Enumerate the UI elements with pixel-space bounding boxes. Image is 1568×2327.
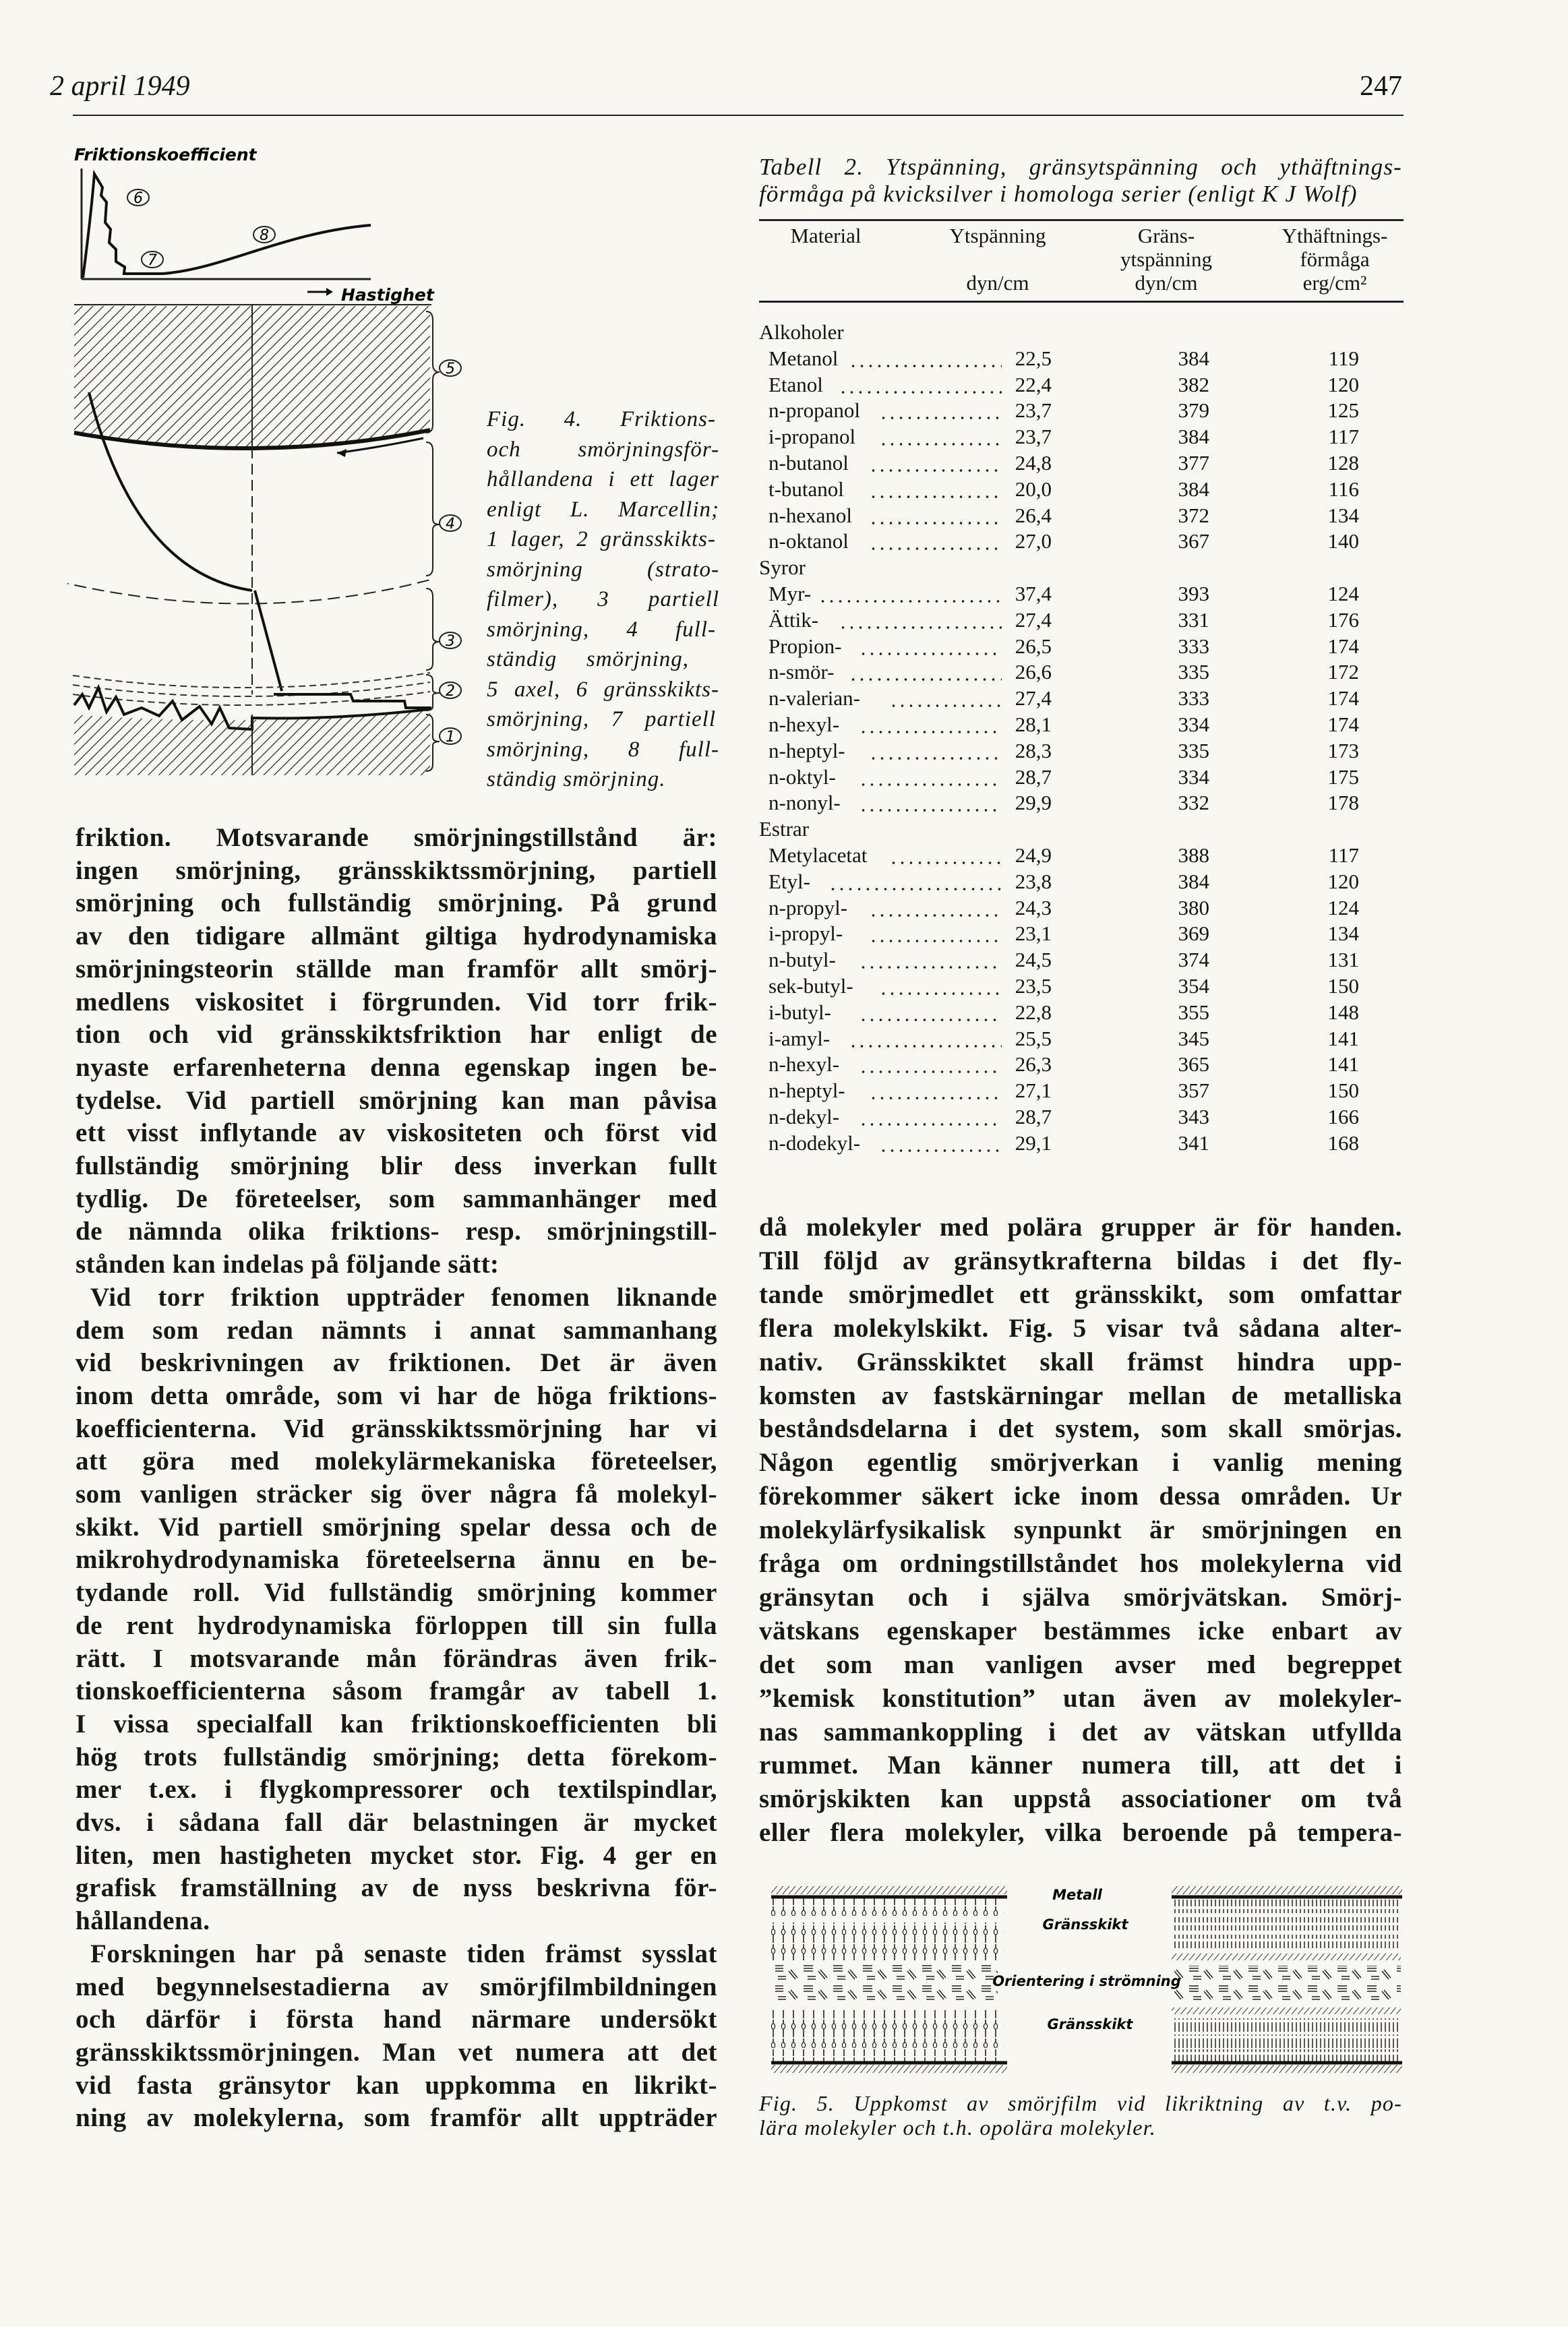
material-name: n-hexanol [768, 503, 852, 527]
table-row [759, 869, 1406, 895]
text-line: gränsytan och i själva smörjvätskan. Smörj- [759, 1582, 1402, 1612]
text-line: medlens viskositet i förgrunden. Vid torr frik- [76, 987, 717, 1017]
text-line: ning av molekylerna, som framför allt uppträder [76, 2103, 717, 2133]
text-line: vid fasta gränsytor kan uppkomma en likrikt- [76, 2070, 717, 2100]
fig4-marker-8 [253, 226, 275, 244]
interfacial-tension-value: 384 [1178, 425, 1209, 449]
adhesion-value: 131 [1327, 948, 1359, 972]
adhesion-value: 117 [1328, 843, 1359, 867]
dot-leader [859, 947, 1002, 973]
fig4-x-axis-label: Hastighet [341, 285, 434, 305]
material-name: Etyl- [768, 869, 810, 893]
dot-leader [889, 686, 1002, 711]
material-name: n-smör- [768, 660, 835, 684]
interfacial-tension-value: 384 [1178, 346, 1209, 370]
adhesion-value: 168 [1327, 1130, 1359, 1155]
interfacial-tension-value: 367 [1178, 529, 1209, 553]
table-top-rule [759, 219, 1404, 221]
surface-tension-value: 23,7 [1015, 398, 1052, 423]
dot-leader [818, 581, 1002, 607]
text-line: molekylärfysikalisk synpunkt är smörjningen en [759, 1515, 1402, 1545]
dot-leader [879, 398, 1002, 423]
interfacial-tension-value: 334 [1178, 713, 1209, 736]
adhesion-value: 128 [1327, 451, 1359, 475]
adhesion-value: 150 [1327, 1079, 1359, 1103]
text-line: vätskans egenskaper bestämmes icke enbart av [759, 1616, 1402, 1645]
text-line: Till följd av gränsytkrafterna bildas i det fly- [759, 1246, 1402, 1275]
svg-text:4: 4 [446, 516, 455, 533]
material-name: n-nonyl- [768, 791, 841, 815]
text-line: stånden kan indelas på följande sätt: [76, 1250, 500, 1279]
surface-tension-value: 27,0 [1015, 529, 1052, 553]
table-row [759, 659, 1406, 685]
surface-tension-value: 37,4 [1015, 582, 1052, 605]
table-row [759, 1104, 1406, 1130]
text-line: eller flera molekyler, vilka beroende på tempera- [759, 1818, 1402, 1848]
material-name: n-propanol [768, 398, 861, 423]
dot-leader [828, 869, 1002, 895]
text-line: nas sammankoppling i det av vätskan utfyllda [759, 1717, 1402, 1747]
material-name: t-butanol [768, 477, 844, 501]
svg-text:6: 6 [133, 190, 143, 207]
surface-tension-value: 22,5 [1015, 346, 1052, 370]
adhesion-value: 178 [1327, 791, 1359, 815]
fig4-caption-line: hållandena i ett lager [487, 467, 719, 491]
material-name: n-hexyl- [768, 1052, 840, 1077]
interfacial-tension-value: 332 [1178, 791, 1209, 815]
header-interfacial-1: Gräns- [1137, 224, 1195, 247]
interfacial-tension-value: 377 [1178, 451, 1209, 475]
table-row [759, 921, 1406, 946]
interfacial-tension-value: 388 [1178, 843, 1209, 867]
text-line: tydande roll. Vid fullständig smörjning kommer [76, 1578, 717, 1608]
header-rule [73, 115, 1404, 116]
fig5-lubricant-film-diagram [755, 1874, 1409, 2090]
interfacial-tension-value: 357 [1178, 1079, 1209, 1103]
group-label: Alkoholer [759, 320, 844, 344]
dot-leader [859, 1104, 1002, 1130]
fig4-marker-5 [440, 360, 461, 377]
table-row [759, 764, 1406, 790]
fig4-marker-6 [127, 189, 149, 207]
dot-leader [859, 790, 1002, 816]
interfacial-tension-value: 343 [1178, 1105, 1209, 1128]
surface-tension-value: 26,4 [1015, 503, 1052, 527]
interfacial-tension-value: 369 [1178, 921, 1209, 946]
svg-text:3: 3 [446, 633, 455, 650]
text-line: flera molekylskikt. Fig. 5 visar två sådana alter- [759, 1313, 1402, 1343]
header-interfacial-unit: dyn/cm [1135, 271, 1198, 295]
interfacial-tension-value: 335 [1178, 660, 1209, 684]
text-line: mer t.ex. i flygkompressorer och textilspindlar, [76, 1775, 717, 1805]
group-label: Syror [759, 555, 806, 580]
material-name: sek-butyl- [768, 974, 853, 998]
text-line: Vid torr friktion uppträder fenomen liknande [90, 1282, 717, 1312]
interfacial-tension-value: 354 [1178, 974, 1209, 998]
table-row [759, 843, 1406, 868]
material-name: n-hexyl- [768, 713, 840, 736]
table-header-rule [759, 301, 1404, 303]
fig4-marker-4 [440, 515, 461, 533]
table-row [759, 1052, 1406, 1077]
dot-leader [849, 346, 1002, 371]
material-name: Metylacetat [768, 843, 868, 867]
table-caption-line-2: förmåga på kvicksilver i homologa serier (enligt K J Wolf) [759, 181, 1358, 207]
adhesion-value: 119 [1328, 346, 1359, 370]
interfacial-tension-value: 393 [1178, 582, 1209, 605]
interfacial-tension-value: 384 [1178, 869, 1209, 893]
text-line: tande smörjmedlet ett gränsskikt, som omfattar [759, 1279, 1402, 1309]
interfacial-tension-value: 380 [1178, 895, 1209, 919]
text-line: rummet. Man känner numera till, att det i [759, 1751, 1402, 1780]
text-line: smörjningsteorin ställde man framför allt smörj- [76, 954, 717, 984]
text-line: dvs. i sådana fall där belastningen är mycket [76, 1808, 717, 1837]
text-line: skikt. Vid partiell smörjning spelar dessa och de [76, 1512, 717, 1542]
text-line: av den tidigare allmänt giltiga hydrodynamiska [76, 921, 717, 951]
text-line: tionskoefficienterna såsom framgår av tabell 1. [76, 1676, 717, 1706]
surface-tension-value: 27,4 [1015, 686, 1052, 711]
text-line: smörjning och fullständig smörjning. På grund [76, 888, 717, 918]
material-name: n-dekyl- [768, 1105, 840, 1128]
adhesion-value: 174 [1327, 713, 1359, 736]
fig4-caption-line: 5 axel, 6 gränsskikts- [487, 677, 719, 702]
surface-tension-value: 23,1 [1015, 921, 1052, 946]
adhesion-value: 148 [1327, 1000, 1359, 1024]
surface-tension-value: 27,4 [1015, 607, 1052, 632]
table-row [759, 790, 1406, 816]
material-name: n-propyl- [768, 895, 848, 919]
dot-leader [889, 843, 1002, 868]
surface-tension-value: 24,9 [1015, 843, 1052, 867]
surface-tension-value: 23,5 [1015, 974, 1052, 998]
text-line: fråga om ordningstillståndet hos molekylerna vid [759, 1549, 1402, 1578]
adhesion-value: 134 [1327, 921, 1359, 946]
fig4-caption-line: smörjning, 4 full- [487, 617, 716, 642]
text-line: vid beskrivningen av friktionen. Det är även [76, 1348, 717, 1378]
material-name: n-heptyl- [768, 738, 845, 762]
fig4-friction-curve [83, 174, 371, 278]
fig4-marker-2 [440, 682, 461, 700]
header-interfacial-2: ytspänning [1120, 247, 1213, 271]
fig4-y-axis-label: Friktionskoefficient [74, 145, 257, 164]
material-name: i-butyl- [768, 1000, 831, 1024]
text-line: att göra med molekylärmekaniska företeelser, [76, 1447, 717, 1476]
text-line: ingen smörjning, gränsskiktssmörjning, partiell [76, 855, 717, 885]
text-line: tydlig. De företeelser, som sammanhänger med [76, 1184, 717, 1213]
surface-tension-value: 26,3 [1015, 1052, 1052, 1077]
dot-leader [849, 659, 1002, 685]
adhesion-value: 173 [1327, 738, 1359, 762]
fig4-caption-line: och smörjningsför- [487, 437, 719, 462]
interfacial-tension-value: 379 [1178, 398, 1209, 423]
dot-leader [869, 477, 1002, 502]
adhesion-value: 117 [1328, 425, 1359, 449]
material-name: n-butanol [768, 451, 849, 475]
table-row [759, 1130, 1406, 1156]
table-row [759, 503, 1406, 528]
fig5-label-boundary-bottom: Gränsskikt [1047, 2016, 1133, 2032]
text-line: fullständig smörjning blir dess inverkan fullt [76, 1151, 717, 1180]
material-name: n-dodekyl- [768, 1130, 861, 1155]
interfacial-tension-value: 331 [1178, 607, 1209, 632]
dot-leader [869, 738, 1002, 764]
table-row [759, 424, 1406, 450]
dot-leader [859, 1052, 1002, 1077]
material-name: i-propanol [768, 425, 856, 449]
adhesion-value: 175 [1327, 764, 1359, 789]
text-line: tydelse. Vid partiell smörjning kan man påvisa [76, 1085, 717, 1115]
arrow-right-icon [307, 288, 333, 296]
header-surface-tension: Ytspänning [949, 224, 1046, 247]
surface-tension-value: 22,8 [1015, 1000, 1052, 1024]
material-name: Propion- [768, 634, 842, 658]
surface-tension-value: 24,8 [1015, 451, 1052, 475]
text-line: beståndsdelarna i det system, som skall smörjas. [759, 1414, 1402, 1444]
adhesion-value: 150 [1327, 974, 1359, 998]
interfacial-tension-value: 333 [1178, 686, 1209, 711]
fig4-caption-line: ständig smörjning, [487, 647, 689, 671]
interfacial-tension-value: 335 [1178, 738, 1209, 762]
adhesion-value: 174 [1327, 634, 1359, 658]
table-row [759, 1000, 1406, 1025]
interfacial-tension-value: 372 [1178, 503, 1209, 527]
text-line: tion och vid gränsskiktsfriktion har enligt de [76, 1020, 717, 1050]
text-line: dem som redan nämnts i annat sammanhang [76, 1315, 717, 1345]
adhesion-value: 124 [1327, 895, 1359, 919]
fig4-caption-line: smörjning, 8 full- [487, 737, 719, 762]
fig5-polar-panel [771, 1886, 1007, 2073]
svg-text:8: 8 [260, 227, 269, 244]
text-line: med begynnelsestadierna av smörjfilmbildningen [76, 1972, 717, 2001]
adhesion-value: 140 [1327, 529, 1359, 553]
header-material: Material [790, 224, 862, 247]
dot-leader [859, 634, 1002, 659]
surface-tension-value: 29,1 [1015, 1130, 1052, 1155]
adhesion-value: 174 [1327, 686, 1359, 711]
dot-leader [869, 895, 1002, 921]
surface-tension-value: 23,7 [1015, 425, 1052, 449]
text-line: ”kemisk konstitution” utan även av molekyler- [759, 1683, 1402, 1713]
interfacial-tension-value: 334 [1178, 764, 1209, 789]
table-row [759, 1026, 1406, 1052]
text-line: hög trots fullständig smörjning; detta förekom- [76, 1742, 717, 1772]
interfacial-tension-value: 345 [1178, 1026, 1209, 1050]
text-line: friktion. Motsvarande smörjningstillstånd är: [76, 823, 717, 852]
fig4-caption-line: 1 lager, 2 gränsskikts- [487, 527, 716, 551]
surface-tension-value: 24,3 [1015, 895, 1052, 919]
surface-tension-value: 27,1 [1015, 1079, 1052, 1103]
adhesion-value: 141 [1327, 1026, 1359, 1050]
fig5-nonpolar-panel [1172, 1886, 1402, 2073]
group-label: Estrar [759, 817, 810, 841]
table-row [759, 607, 1406, 633]
dot-leader [879, 424, 1002, 450]
page-number: 247 [1360, 71, 1402, 102]
interfacial-tension-value: 355 [1178, 1000, 1209, 1024]
adhesion-value: 116 [1328, 477, 1359, 501]
text-line: Någon egentlig smörjverkan i vanlig mening [759, 1448, 1402, 1478]
surface-tension-value: 29,9 [1015, 791, 1052, 815]
surface-tension-value: 28,7 [1015, 764, 1052, 789]
table-group-row [759, 320, 1406, 345]
table-row [759, 895, 1406, 921]
dot-leader [859, 764, 1002, 790]
adhesion-value: 120 [1327, 869, 1359, 893]
text-line: det som man vanligen avser med begreppet [759, 1650, 1402, 1679]
interfacial-tension-value: 365 [1178, 1052, 1209, 1077]
header-adhesion-2: förmåga [1300, 247, 1370, 271]
svg-text:7: 7 [148, 252, 157, 269]
material-name: n-oktanol [768, 529, 849, 553]
fig4-friction-diagram [67, 135, 485, 789]
table-row [759, 372, 1406, 398]
table-row [759, 346, 1406, 371]
dot-leader [859, 712, 1002, 737]
fig4-caption-line: filmer), 3 partiell [487, 587, 719, 611]
text-line: de rent hydrodynamiska förloppen till sin fulla [76, 1610, 717, 1640]
adhesion-value: 120 [1327, 372, 1359, 396]
text-line: smörjskikten kan uppstå associationer om två [759, 1784, 1402, 1814]
surface-tension-value: 20,0 [1015, 477, 1052, 501]
svg-text:1: 1 [446, 729, 455, 746]
fig4-caption-line: Fig. 4. Friktions- [487, 407, 716, 431]
adhesion-value: 172 [1327, 660, 1359, 684]
surface-tension-value: 26,6 [1015, 660, 1052, 684]
text-line: I vissa specialfall kan friktionskoefficienten bli [76, 1709, 717, 1739]
fig4-marker-1 [440, 728, 461, 746]
adhesion-value: 124 [1327, 582, 1359, 605]
text-line: Forskningen har på senaste tiden främst sysslat [90, 1939, 717, 1968]
text-line: nyaste erfarenheterna denna egenskap ingen be- [76, 1052, 717, 1082]
text-line: förekommer säkert icke inom dessa områden. Ur [759, 1482, 1402, 1511]
text-line: hållandena. [76, 1906, 210, 1936]
dot-leader [849, 1026, 1002, 1052]
svg-text:2: 2 [446, 683, 455, 700]
material-name: Ättik- [768, 607, 819, 632]
table-row [759, 738, 1406, 764]
text-line: rätt. I motsvarande mån förändras även frik- [76, 1643, 717, 1673]
text-line: inom detta område, som vi har de höga friktions- [76, 1381, 717, 1410]
table-row [759, 1078, 1406, 1104]
material-name: Metanol [768, 346, 839, 370]
surface-tension-value: 25,5 [1015, 1026, 1052, 1050]
table-caption-line-1: Tabell 2. Ytspänning, gränsytspänning och ythäftnings- [759, 154, 1402, 180]
adhesion-value: 125 [1327, 398, 1359, 423]
dot-leader [869, 503, 1002, 528]
fig5-label-boundary-top: Gränsskikt [1042, 1916, 1128, 1933]
surface-tension-value: 28,1 [1015, 713, 1052, 736]
interfacial-tension-value: 382 [1178, 372, 1209, 396]
fig4-marker-3 [440, 632, 461, 650]
surface-tension-value: 24,5 [1015, 948, 1052, 972]
table-row [759, 634, 1406, 659]
material-name: n-butyl- [768, 948, 836, 972]
text-line: de nämnda olika friktions- resp. smörjningstill- [76, 1217, 717, 1246]
text-line: grafisk framställning av de nyss beskrivna för- [76, 1873, 717, 1903]
text-line: liten, men hastigheten mycket stor. Fig. 4 ger en [76, 1840, 717, 1870]
table-group-row [759, 816, 1406, 842]
table-row [759, 973, 1406, 999]
material-name: i-propyl- [768, 921, 843, 946]
table-row [759, 947, 1406, 973]
header-adhesion-1: Ythäftnings- [1281, 224, 1388, 247]
table-group-row [759, 555, 1406, 580]
material-name: n-oktyl- [768, 764, 836, 789]
fig4-caption-line: enligt L. Marcellin; [487, 497, 719, 522]
text-line: nativ. Gränsskiktet skall främst hindra upp- [759, 1347, 1402, 1377]
surface-tension-value: 23,8 [1015, 869, 1052, 893]
adhesion-value: 166 [1327, 1105, 1359, 1128]
text-line: koefficienterna. Vid gränsskiktssmörjning har vi [76, 1414, 717, 1443]
text-line: då molekyler med polära grupper är för handen. [759, 1213, 1402, 1242]
table-row [759, 528, 1406, 554]
fig4-caption-line: ständig smörjning. [487, 767, 666, 791]
fig4-caption-line: smörjning (strato- [487, 557, 719, 582]
table-row [759, 581, 1406, 607]
interfacial-tension-value: 333 [1178, 634, 1209, 658]
adhesion-value: 141 [1327, 1052, 1359, 1077]
interfacial-tension-value: 374 [1178, 948, 1209, 972]
svg-text:5: 5 [446, 361, 455, 377]
surface-tension-value: 28,3 [1015, 738, 1052, 762]
table-row [759, 686, 1406, 711]
issue-date: 2 april 1949 [50, 71, 190, 102]
surface-tension-value: 22,4 [1015, 372, 1052, 396]
fig4-caption-line: smörjning, 7 partiell [487, 707, 716, 731]
table-row [759, 477, 1406, 502]
fig5-caption-line-1: Fig. 5. Uppkomst av smörjfilm vid likriktning av t.v. po- [759, 2091, 1402, 2115]
material-name: Myr- [768, 582, 812, 605]
table-row [759, 712, 1406, 737]
material-name: n-valerian- [768, 686, 860, 711]
text-line: ett visst inflytande av viskositeten och först vid [76, 1118, 717, 1148]
interfacial-tension-value: 341 [1178, 1130, 1209, 1155]
fig5-caption-line-2: lära molekyler och t.h. opolära molekyler. [759, 2115, 1156, 2140]
dot-leader [879, 1130, 1002, 1156]
adhesion-value: 176 [1327, 607, 1359, 632]
dot-leader [869, 921, 1002, 946]
dot-leader [839, 372, 1002, 398]
dot-leader [859, 1000, 1002, 1025]
fig5-label-flow: Orientering i strömning [992, 1973, 1181, 1989]
surface-tension-value: 26,5 [1015, 634, 1052, 658]
text-line: gränsskiktssmörjningen. Man vet numera att det [76, 2037, 717, 2067]
text-line: mikrohydrodynamiska företeelserna ännu en be- [76, 1545, 717, 1575]
fig4-marker-7 [142, 251, 163, 269]
table-row [759, 398, 1406, 423]
dot-leader [839, 607, 1002, 633]
text-line: komsten av fastskärningar mellan de metalliska [759, 1381, 1402, 1410]
dot-leader [869, 528, 1002, 554]
material-name: Etanol [768, 372, 823, 396]
adhesion-value: 134 [1327, 503, 1359, 527]
interfacial-tension-value: 384 [1178, 477, 1209, 501]
dot-leader [869, 450, 1002, 476]
header-surface-tension-unit: dyn/cm [966, 271, 1029, 295]
table-row [759, 450, 1406, 476]
text-line: som vanligen sträcker sig över några få molekyl- [76, 1480, 717, 1509]
dot-leader [879, 973, 1002, 999]
dot-leader [869, 1078, 1002, 1104]
material-name: i-amyl- [768, 1026, 831, 1050]
header-adhesion-unit: erg/cm² [1302, 271, 1367, 295]
text-line: och därför i första hand närmare undersökt [76, 2005, 717, 2034]
surface-tension-value: 28,7 [1015, 1105, 1052, 1128]
material-name: n-heptyl- [768, 1079, 845, 1103]
fig5-label-metal: Metall [1052, 1887, 1102, 1903]
